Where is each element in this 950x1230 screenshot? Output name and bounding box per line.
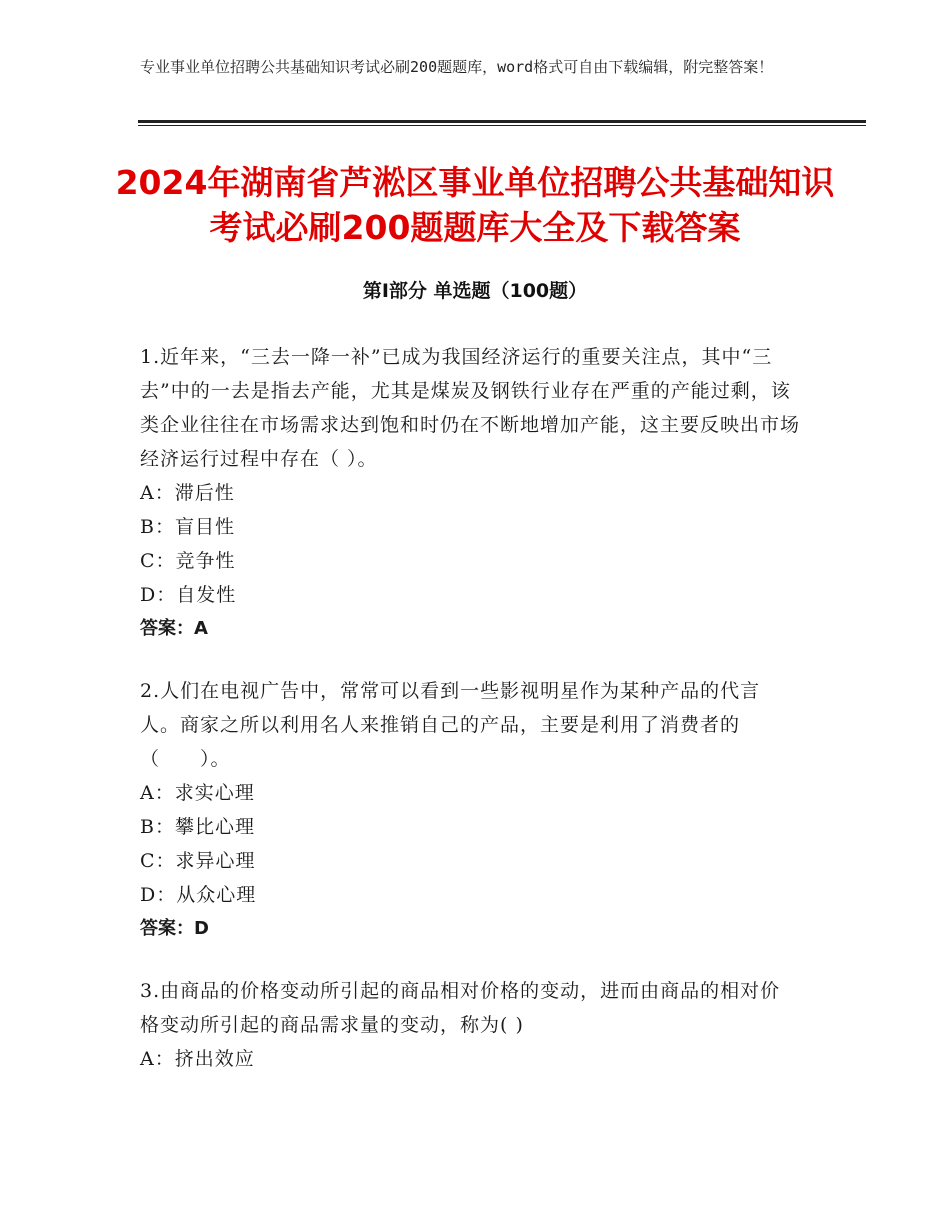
question-2 <box>140 674 800 946</box>
answer: 答案：A <box>140 618 208 639</box>
section-title: 第Ⅰ部分 单选题（100题） <box>362 280 588 302</box>
header-rule-thin <box>138 125 866 126</box>
option-c: C：求异心理 <box>140 850 256 872</box>
option-a: A：滞后性 <box>140 482 235 504</box>
option-b: B：攀比心理 <box>140 816 255 838</box>
header-note: 专业事业单位招聘公共基础知识考试必刷200题题库，word格式可自由下载编辑，附完整答案！ <box>140 58 774 76</box>
option-b: B：盲目性 <box>140 516 235 538</box>
option-a: A：求实心理 <box>140 782 255 804</box>
option-a: A：挤出效应 <box>140 1048 255 1070</box>
answer: 答案：D <box>140 918 209 939</box>
question-list <box>140 340 800 1104</box>
question-stem: 1.近年来，“三去一降一补”已成为我国经济运行的重要关注点，其中“三去”中的一去是指去产能，尤其是煤炭及钢铁行业存在严重的产能过剩，该类企业往往在市场需求达到饱和时仍在不断地增加产能，这主要反映出市场经济运行过程中存在（ ）。 <box>140 346 801 470</box>
question-stem: 3.由商品的价格变动所引起的商品相对价格的变动，进而由商品的相对价格变动所引起的商品需求量的变动，称为( ) <box>140 980 781 1036</box>
document-title: 2024年湖南省芦淞区事业单位招聘公共基础知识考试必刷200题题库大全及下载答案 <box>115 163 835 247</box>
option-d: D：从众心理 <box>140 884 257 906</box>
question-stem: 2.人们在电视广告中，常常可以看到一些影视明星作为某种产品的代言人。商家之所以利用名人来推销自己的产品，主要是利用了消费者的（ ）。 <box>140 680 761 770</box>
header-rule-thick <box>138 120 866 123</box>
question-3 <box>140 974 800 1076</box>
option-d: D：自发性 <box>140 584 237 606</box>
question-1 <box>140 340 800 646</box>
option-c: C：竞争性 <box>140 550 236 572</box>
